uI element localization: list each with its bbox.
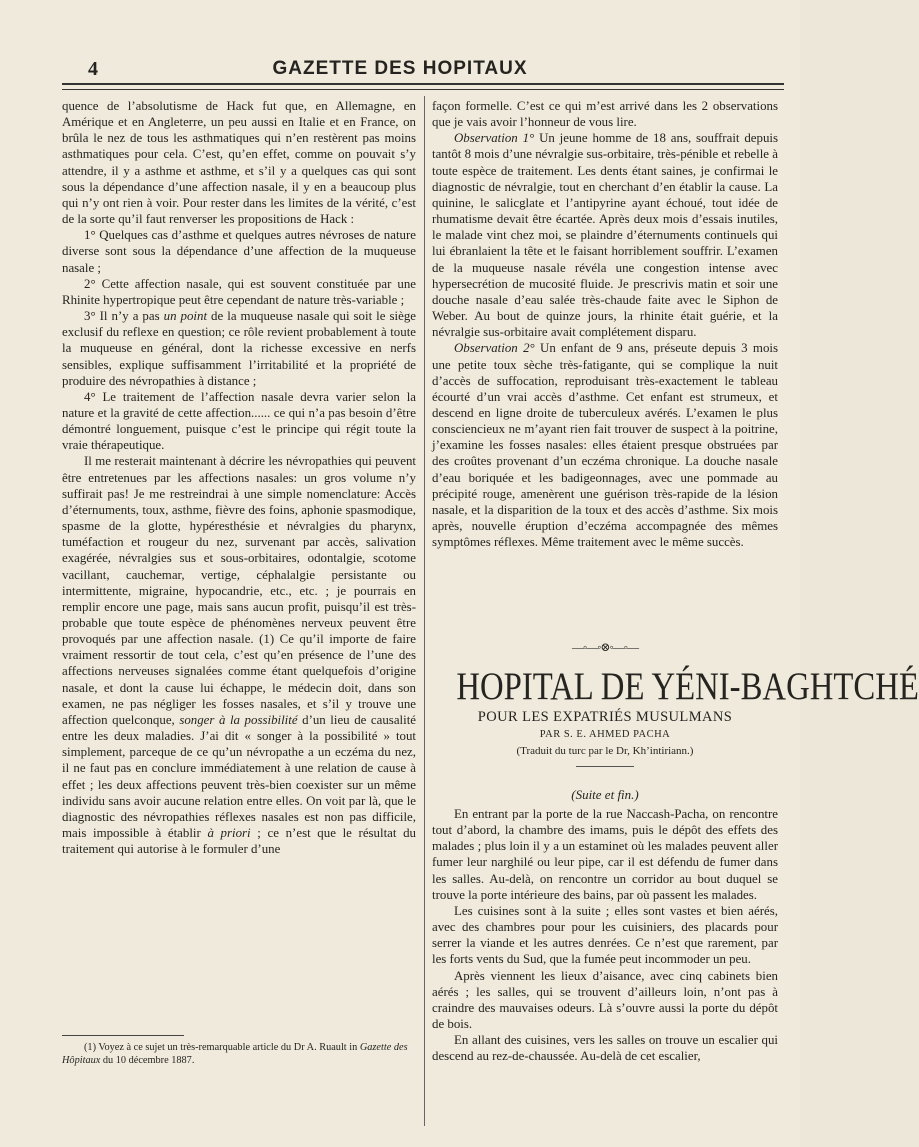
article-translation-note: (Traduit du turc par le Dr, Kh’intiriann.) [516, 745, 694, 757]
paragraph: Après viennent les lieux d’aisance, avec cinq cabinets bien aérés ; les salles, qui se trouvent d’ailleurs loin, n’ont pas à craindre des mauvaises odeurs. Là s’ouvre aussi la porte du dépôt de bois. [432, 968, 778, 1032]
observation-label: Observation 1° [454, 131, 535, 146]
column-divider [424, 96, 425, 1126]
article-subtitle: POUR LES EXPATRIÉS MUSULMANS [477, 709, 733, 725]
paragraph: Il me resterait maintenant à décrire les névropathies qui peuvent être entretenues par les affections nasales: un gros volume n’y suffirait pas! Je me restreindrai à une simple nomenclature: Accès d’éternuments, toux, asthme, fièvre des foins, aphonie spasmodique, spasme de la glotte, hypéresthésie et névralgies du pharynx, tuméfaction et rougeur du nez, survenant par accès, salivation exagérée, névralgies sus et sous-orbitaires, odontalgie, scotome vacillant, cauchemar, vertige, céphalalgie persistante ou intermittente, migraine, hypocandrie, etc., etc. ; je pourrais en remplir encore une page, mais sans aucun profit, puisqu’il est très-probable que toute espèce de phénomènes nerveux peuvent être provoqués par une affection nasale. (1) Ce qu’il importe de faire vraiment ressortir de tout cela, c’est qu’en présence de l’une des affections nerveuses signalées comme étant quelquefois d’origine nasale, et dont la cause lui échappe, le médecin doit, dans son examen, ne pas négliger les fosses nasales, et s’il y trouve une affection quelconque, songer à la possibilité d’un lieu de causalité entre les deux maladies. J’ai dit « songer à la possibilité » tout simplement, parceque de ce qu’un névropathe a un eczéma du nez, il ne faut pas en conclure immédiatement à une relation de cause à effet ; les deux affections peuvent très-bien coexister sur un même individu sans avoir aucune relation entre elles. On voit par là, que le diagnostic des névropathies réflexes nasales est non pas difficile, mais impossible à établir à priori ; ce n’est que le résultat du traitement qui autorise à le formuler d’une [62, 454, 417, 857]
article-author: PAR S. E. AHMED PACHA [539, 729, 671, 740]
article-title: HOPITAL DE YÉNI-BAGHTCHÉ [456, 665, 919, 708]
left-column [62, 98, 416, 857]
article-body [432, 806, 778, 1065]
observation-label: Observation 2° [454, 341, 535, 356]
continued-label: (Suite et fin.) [571, 787, 639, 802]
paragraph: quence de l’absolutisme de Hack fut que, en Allemagne, en Amérique et en Angleterre, un peu aussi en Italie et en France, on brûla le nez de tous les asthmatiques qui n’en restèrent pas moins asthmatiques pour cela. C’est, qu’en effet, comme on pouvait s’y attendre, il y a asthme et asthme, et s’il y a quelques cas qui sont sous la dépendance d’une affection nasale, il y en a beaucoup plus qui n’y ont rien à voir. Pour rester dans les limites de la vérité, c’est de la sorte qu’il faut renverser les propositions de Hack : [62, 99, 416, 227]
paragraph: 1° Quelques cas d’asthme et quelques autres névroses de nature diverse sont sous la dépendance d’une affection de la muqueuse nasale ; [62, 228, 416, 275]
header-rule [62, 83, 784, 90]
paragraph: Observation 1° Un jeune homme de 18 ans, souffrait depuis tantôt 8 mois d’une névralgie sus-orbitaire, très-pénible et rebelle à toute espèce de traitement. Les dents étant saines, je confirmai le diagnostic de névralgie, tout en cherchant d’en établir la cause. La quinine, le salicglate et l’antipyrine ayant échoué, tout idée de rhumatisme devait être écartée. Après deux mois d’essais inutiles, le malade vint chez moi, se plaindre d’éternuments continuels qui lui ébranlaient la tête et le faisant horriblement souffrir. L’examen de la muqueuse nasale révéla une congestion intense avec hypersecrétion de mucosité fluide. Je prescrivis matin et soir une douche nasale d’eau salée très-chaude faite avec le Siphon de Weber. Au bout de quinze jours, la rhinite était guérie, et la névralgie sus-orbitaire avait complétement disparu. [432, 131, 778, 340]
footnote: (1) Voyez à ce sujet un très-remarquable article du Dr A. Ruault in Gazette des Hôpitaux du 10 décembre 1887. [62, 1042, 408, 1066]
paragraph: En entrant par la porte de la rue Naccash-Pacha, on rencontre tout d’abord, la chambre des imams, puis le dépôt des effets des malades ; plus loin il y a un estaminet où les malades peuvent aller fumer leur narghilé ou leur pipe, car il est défendu de fumer dans les salles. Au-delà, on rencontre un corridor au bout duquel se trouve la porte intérieure des bains, par où passent les malades. [432, 807, 778, 902]
right-column [432, 98, 778, 550]
page-number: 4 [88, 58, 98, 80]
title-rule [576, 766, 634, 767]
section-ornament: —◦—◦⊗◦—◦— [571, 640, 639, 654]
paragraph: 3° Il n’y a pas un point de la muqueuse nasale qui soit le siège exclusif du reflexe en question; ce rôle revient probablement à toute la muqueuse en général, dont la richesse excessive en nerfs sensibles, explique suffisamment l’irritabilité et la propriété de produire des névropathies à distance ; [62, 309, 416, 388]
footnote-rule [62, 1035, 184, 1036]
paragraph: 4° Le traitement de l’affection nasale devra varier selon la nature et la gravité de cette affection...... ce qui n’a pas besoin d’être démontré longuement, puisque c’est le principe qui régit toute la vraie thérapeutique. [62, 389, 416, 453]
paragraph: façon formelle. C’est ce qui m’est arrivé dans les 2 observations que je vais avoir l’honneur de vous lire. [432, 99, 778, 130]
paragraph: Observation 2° Un enfant de 9 ans, préseute depuis 3 mois une petite toux sèche très-fatigante, qui se complique la nuit d’accès de suffocation, reproduisant très-exactement le tableau écourté d’un vrai accès d’asthme. Cet enfant est strumeux, et descend en ligne droite de tuberculeux avérés. L’examen le plus consciencieux ne m’ayant rien fait trouver de suspect à la poitrine, j’examine les fosses nasales: elles étaient presque obstruées par des croûtes provenant d’un eczéma chronique. La douche nasale d’eau boriquée et les badigeonnages, avec une pommade au précipité rouge, amenèrent une guérison très-rapide de la lésion nasale, et la disparition de la toux et des accès d’asthme. Six mois après, nouvelle éruption d’eczéma accompagnée des mêmes symptômes réflexes. Même traitement avec le même succès. [432, 341, 778, 550]
newspaper-title: GAZETTE DES HOPITAUX [272, 58, 528, 79]
paragraph: 2° Cette affection nasale, qui est souvent constituée par une Rhinite hypertropique peut être cependant de nature très-variable ; [62, 276, 416, 307]
paragraph: Les cuisines sont à la suite ; elles sont vastes et bien aérés, avec des chambres pour pour les cuisiniers, des placards pour serrer la viande et les autres denrées. Ce n’est que rarement, par les forts vents du Sud, que la fumée peut incommoder un peu. [432, 903, 778, 967]
paragraph: En allant des cuisines, vers les salles on trouve un escalier qui descend au rez-de-chaussée. Au-delà de cet escalier, [432, 1033, 778, 1064]
